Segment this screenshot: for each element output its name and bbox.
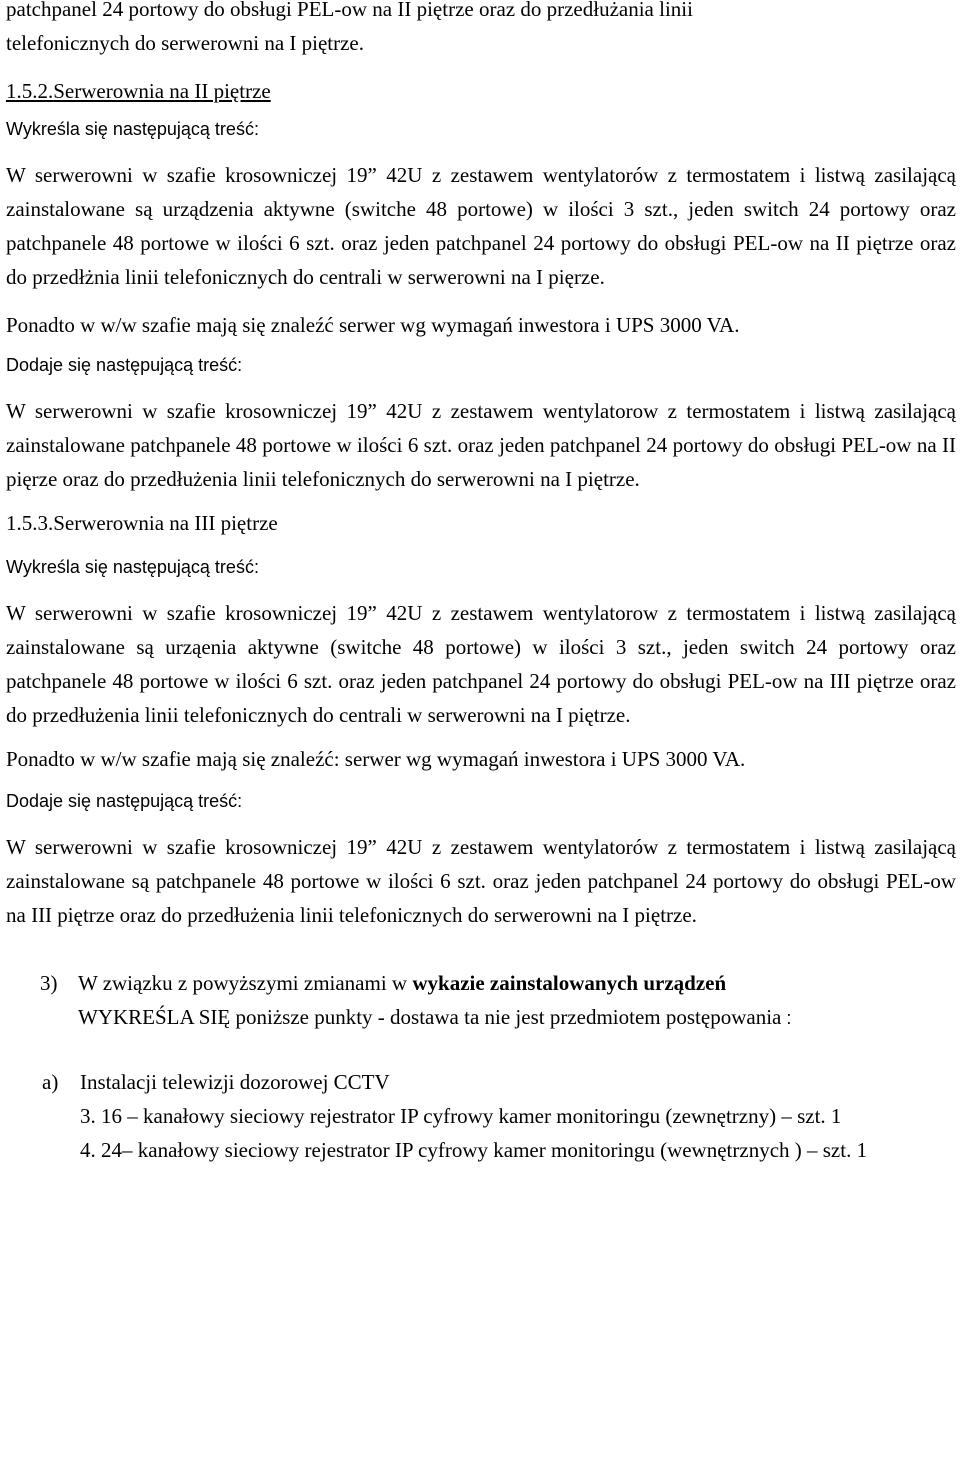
top-paragraph-line2: telefonicznych do serwerowni na I piętrze.: [6, 31, 365, 55]
remove-label: Wykreśla się następującą treść:: [6, 557, 259, 577]
add-text-b: oraz jeden patchpanel 24 portowy do obsługi PEL-ow na III piętrze oraz do przedłużenia linii telefonicznych do serwerowni na I piętrze.: [6, 869, 956, 927]
section-title: Serwerownia na II piętrze: [53, 79, 271, 103]
item-a-title: Instalacji telewizji dozorowej CCTV: [80, 1070, 390, 1094]
top-paragraph: [6, 0, 956, 60]
point-3-line2: [6, 1000, 956, 1035]
add-label: Dodaje się następującą treść:: [6, 355, 243, 375]
section-title: Serwerownia na III piętrze: [53, 511, 278, 535]
point-3: [6, 966, 956, 1000]
remove-paragraph-2: Ponadto w w/w szafie mają się znaleźć serwer wg wymagań inwestora i UPS 3000 VA.: [6, 313, 740, 337]
remove-text-c: oraz jeden patchpanel 24 portowy do obsługi PEL-ow na III piętrze oraz do przedłużenia linii telefonicznych do centrali w serwerowni na I piętrze.: [6, 669, 957, 727]
sub-item-3: 3. 16 – kanałowy sieciowy rejestrator IP cyfrowy kamer monitoringu (zewnętrzny) – szt. 1: [80, 1104, 842, 1128]
point-3-line2-text: WYKREŚLA SIĘ poniższe punkty - dostawa ta nie jest przedmiotem postępowania: [78, 1005, 782, 1029]
item-a-marker: a): [42, 1070, 59, 1094]
remove-text-b: , jeden switch 24 portowy oraz patchpanele 48 portowe w ilości 6 szt.: [6, 197, 957, 255]
document-page: [6, 0, 956, 1167]
section-heading-152: [6, 74, 956, 108]
remove-text-b: , jeden switch 24 portowy oraz patchpanele 48 portowe w ilości 6 szt.: [6, 635, 956, 693]
point-3-bold: wykazie zainstalowanych urządzeń: [412, 971, 727, 995]
section-number: 1.5.2.: [6, 79, 54, 103]
sub-item-4: 4. 24– kanałowy sieciowy rejestrator IP cyfrowy kamer monitoringu (wewnętrznych ) – szt. 1: [80, 1138, 868, 1162]
point-3-marker: 3): [40, 971, 58, 995]
remove-text-a: W serwerowni w szafie krosowniczej 19” 42U z zestawem wentylatorow z termostatem i listwą zasilającą zainstalowane są urząenia aktywne (switche 48 portowe) w ilości 3 szt.: [6, 601, 956, 659]
point-3-lead: W związku z powyższymi zmianami w: [78, 971, 413, 995]
remove-paragraph-2: Ponadto w w/w szafie mają się znaleźć: serwer wg wymagań inwestora i UPS 3000 VA.: [6, 747, 746, 771]
remove-text-c: oraz jeden patchpanel 24 portowy do obsługi PEL-ow na II piętrze oraz do przedłżnia linii telefonicznych do centrali w serwerowni na I pięrze.: [6, 231, 956, 289]
item-a: [6, 1065, 956, 1099]
remove-text-a: W serwerowni w szafie krosowniczej 19” 42U z zestawem wentylatorów z termostatem i listwą zasilającą zainstalowane są urządzenia aktywne (switche 48 portowe) w ilości 3 szt.: [6, 163, 956, 221]
add-text-b: oraz jeden patchpanel 24 portowy do obsługi PEL-ow na II pięrze oraz do przedłużenia linii telefonicznych do serwerowni na I piętrze.: [6, 433, 956, 491]
remove-paragraph: [6, 158, 956, 294]
section-number: 1.5.3.: [6, 511, 54, 535]
remove-paragraph: [6, 596, 956, 732]
add-paragraph: [6, 830, 956, 932]
section-heading-153: [6, 506, 956, 540]
top-paragraph-line1: patchpanel 24 portowy do obsługi PEL-ow na II piętrze oraz do przedłużania linii: [6, 0, 693, 21]
add-paragraph: [6, 394, 956, 496]
point-3-line2-colon: :: [781, 1008, 792, 1028]
remove-label: Wykreśla się następującą treść:: [6, 119, 259, 139]
add-text-a: W serwerowni w szafie krosowniczej 19” 42U z zestawem wentylatorów z termostatem i listwą zasilającą zainstalowane są patchpanele 48 portowe w ilości 6 szt.: [6, 835, 956, 893]
add-text-a: W serwerowni w szafie krosowniczej 19” 42U z zestawem wentylatorow z termostatem i listwą zasilającą zainstalowane patchpanele 48 portowe w ilości 6 szt.: [6, 399, 956, 457]
add-label: Dodaje się następującą treść:: [6, 791, 243, 811]
